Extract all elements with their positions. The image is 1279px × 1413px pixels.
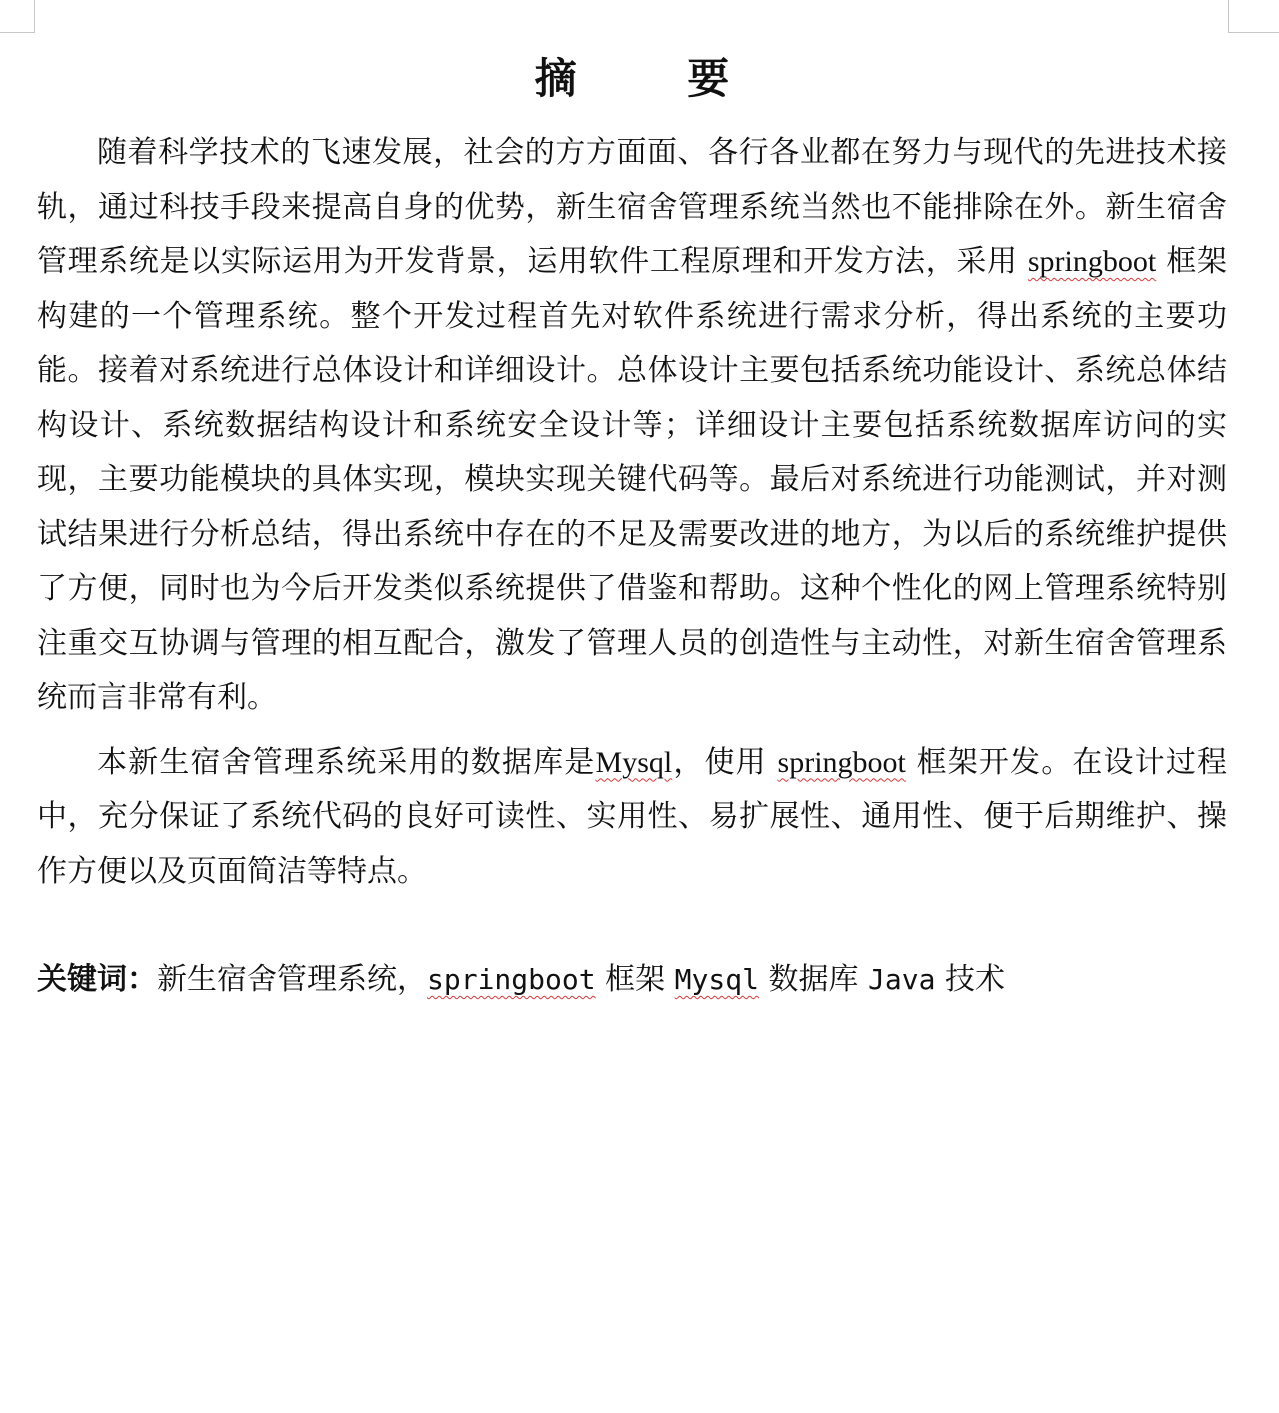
page-corner-mark-right bbox=[1228, 0, 1279, 33]
abstract-paragraph-2 bbox=[37, 736, 1227, 900]
abstract-title: 摘 要 bbox=[534, 54, 778, 103]
abstract-paragraph-1 bbox=[37, 126, 1227, 726]
keyword-mysql: Mysql bbox=[674, 963, 759, 996]
page-corner-mark-left bbox=[0, 0, 35, 33]
keyword-1: 新生宿舍管理系统， bbox=[157, 962, 427, 997]
keyword-3: 数据库 bbox=[758, 962, 869, 997]
paragraph-2-text-a: 本新生宿舍管理系统采用的数据库是 bbox=[97, 744, 596, 780]
keyword-java: Java bbox=[868, 963, 936, 996]
keyword-springboot: springboot bbox=[427, 963, 596, 996]
paragraph-2-text-c: 框架开发。在设计过程中，充分保证了系统代码的良好可读性、实用性、易扩展性、通用性、便于后期维护、操作方便以及页面简洁等特点。 bbox=[37, 744, 1227, 889]
keyword-4: 技术 bbox=[935, 962, 1006, 997]
paragraph-2-text-b: ，使用 bbox=[672, 744, 778, 780]
paragraph-2-term-mysql: Mysql bbox=[595, 745, 673, 779]
paragraph-1-term-springboot: springboot bbox=[1027, 245, 1157, 278]
keywords-line bbox=[37, 953, 1227, 1007]
paragraph-1-text-b: 框架构建的一个管理系统。整个开发过程首先对软件系统进行需求分析，得出系统的主要功能。接着对系统进行总体设计和详细设计。总体设计主要包括系统功能设计、系统总体结构设计、系统数据结构设计和系统安全设计等；详细设计主要包括系统数据库访问的实现，主要功能模块的具体实现，模块实现关键代码等。最后对系统进行功能测试，并对测试结果进行分析总结，得出系统中存在的不足及需要改进的地方，为以后的系统维护提供了方便，同时也为今后开发类似系统提供了借鉴和帮助。这种个性化的网上管理系统特别注重交互协调与管理的相互配合，激发了管理人员的创造性与主动性，对新生宿舍管理系统而言非常有利。 bbox=[37, 244, 1227, 715]
document-page bbox=[37, 48, 1227, 1007]
keywords-label: 关键词： bbox=[37, 962, 157, 997]
paragraph-1-text-a: 随着科学技术的飞速发展，社会的方方面面、各行各业都在努力与现代的先进技术接轨，通过科技手段来提高自身的优势，新生宿舍管理系统当然也不能排除在外。新生宿舍管理系统是以实际运用为开发背景，运用软件工程原理和开发方法，采用 bbox=[37, 135, 1227, 279]
paragraph-2-term-springboot: springboot bbox=[777, 745, 906, 779]
keyword-2: 框架 bbox=[595, 962, 675, 997]
